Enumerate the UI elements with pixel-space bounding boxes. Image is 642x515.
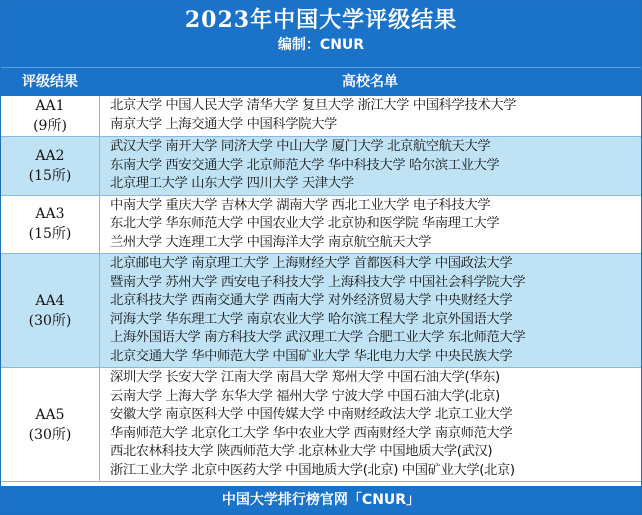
header-banner bbox=[1, 1, 641, 67]
university-list-cell bbox=[100, 96, 641, 136]
footer-banner: 中国大学排行榜官网「CNUR」 bbox=[1, 486, 641, 514]
tier-cell bbox=[1, 254, 100, 367]
tier-count: (30所) bbox=[28, 426, 72, 443]
tier-count: (15所) bbox=[28, 167, 72, 184]
tier-cell bbox=[1, 96, 100, 136]
university-list-line: 武汉大学 南开大学 同济大学 中山大学 厦门大学 北京航空航天大学 bbox=[110, 139, 491, 154]
university-list-line: 暨南大学 苏州大学 西安电子科技大学 上海科技大学 中国社会科学院大学 bbox=[110, 274, 526, 290]
ranking-table-body bbox=[1, 96, 641, 482]
table-row bbox=[1, 196, 641, 255]
university-list-line: 西北农林科技大学 陕西师范大学 北京林业大学 中国地质大学(武汉) bbox=[110, 444, 493, 459]
university-list-line: 中南大学 重庆大学 吉林大学 湖南大学 西北工业大学 电子科技大学 bbox=[110, 197, 491, 213]
university-list-line: 北京邮电大学 南京理工大学 上海财经大学 首都医科大学 中国政法大学 bbox=[110, 256, 513, 271]
university-list-line: 东南大学 西安交通大学 北京师范大学 华中科技大学 哈尔滨工业大学 bbox=[110, 157, 500, 173]
university-list-line: 北京大学 中国人民大学 清华大学 复旦大学 浙江大学 中国科学技术大学 bbox=[110, 98, 517, 113]
page-title: 2023年中国大学评级结果 bbox=[184, 7, 458, 33]
page-subtitle: 编制：CNUR bbox=[277, 37, 365, 53]
university-list-line: 兰州大学 大连理工大学 中国海洋大学 南京航空航天大学 bbox=[110, 234, 432, 250]
university-list-cell bbox=[100, 137, 641, 195]
tier-label: AA5 bbox=[35, 406, 65, 423]
university-list-line: 华南师范大学 北京化工大学 华中农业大学 西南财经大学 南京师范大学 bbox=[110, 425, 513, 441]
table-row bbox=[1, 137, 641, 196]
column-header-row bbox=[1, 67, 641, 96]
university-list-line: 安徽大学 南京医科大学 中国传媒大学 中南财经政法大学 北京工业大学 bbox=[110, 407, 513, 422]
university-list-line: 南京大学 上海交通大学 中国科学院大学 bbox=[110, 116, 337, 132]
university-list-line: 北京科技大学 西南交通大学 西南大学 对外经济贸易大学 中央财经大学 bbox=[110, 293, 513, 308]
tier-cell bbox=[1, 137, 100, 195]
tier-label: AA2 bbox=[35, 147, 65, 164]
column-header-tier: 评级结果 bbox=[22, 74, 78, 90]
university-list-line: 河海大学 华东理工大学 南京农业大学 哈尔滨工程大学 北京外国语大学 bbox=[110, 311, 513, 327]
table-row bbox=[1, 368, 641, 482]
university-list-line: 深圳大学 长安大学 江南大学 南昌大学 郑州大学 中国石油大学(华东) bbox=[110, 370, 500, 385]
tier-label: AA3 bbox=[35, 206, 65, 223]
table-row bbox=[1, 254, 641, 368]
tier-count: (9所) bbox=[33, 118, 67, 134]
university-list-cell bbox=[100, 368, 641, 481]
tier-count: (30所) bbox=[28, 312, 72, 329]
university-list-cell bbox=[100, 196, 641, 254]
university-list-line: 北京交通大学 华中师范大学 中国矿业大学 华北电力大学 中央民族大学 bbox=[110, 348, 513, 364]
university-list-cell bbox=[100, 254, 641, 367]
university-list-line: 上海外国语大学 南方科技大学 武汉理工大学 合肥工业大学 东北师范大学 bbox=[110, 330, 526, 345]
tier-count: (15所) bbox=[28, 226, 72, 243]
tier-cell bbox=[1, 368, 100, 481]
tier-label: AA4 bbox=[35, 292, 65, 309]
university-list-line: 北京理工大学 山东大学 四川大学 天津大学 bbox=[110, 176, 354, 191]
tier-cell bbox=[1, 196, 100, 254]
column-header-names: 高校名单 bbox=[342, 74, 398, 90]
tier-label: AA1 bbox=[35, 98, 65, 114]
university-list-line: 浙江工业大学 北京中医药大学 中国地质大学(北京) 中国矿业大学(北京) bbox=[110, 462, 515, 478]
university-list-line: 云南大学 上海大学 东华大学 福州大学 宁波大学 中国石油大学(北京) bbox=[110, 388, 500, 404]
university-list-line: 东北大学 华东师范大学 中国农业大学 北京协和医学院 华南理工大学 bbox=[110, 216, 500, 231]
table-row bbox=[1, 96, 641, 137]
